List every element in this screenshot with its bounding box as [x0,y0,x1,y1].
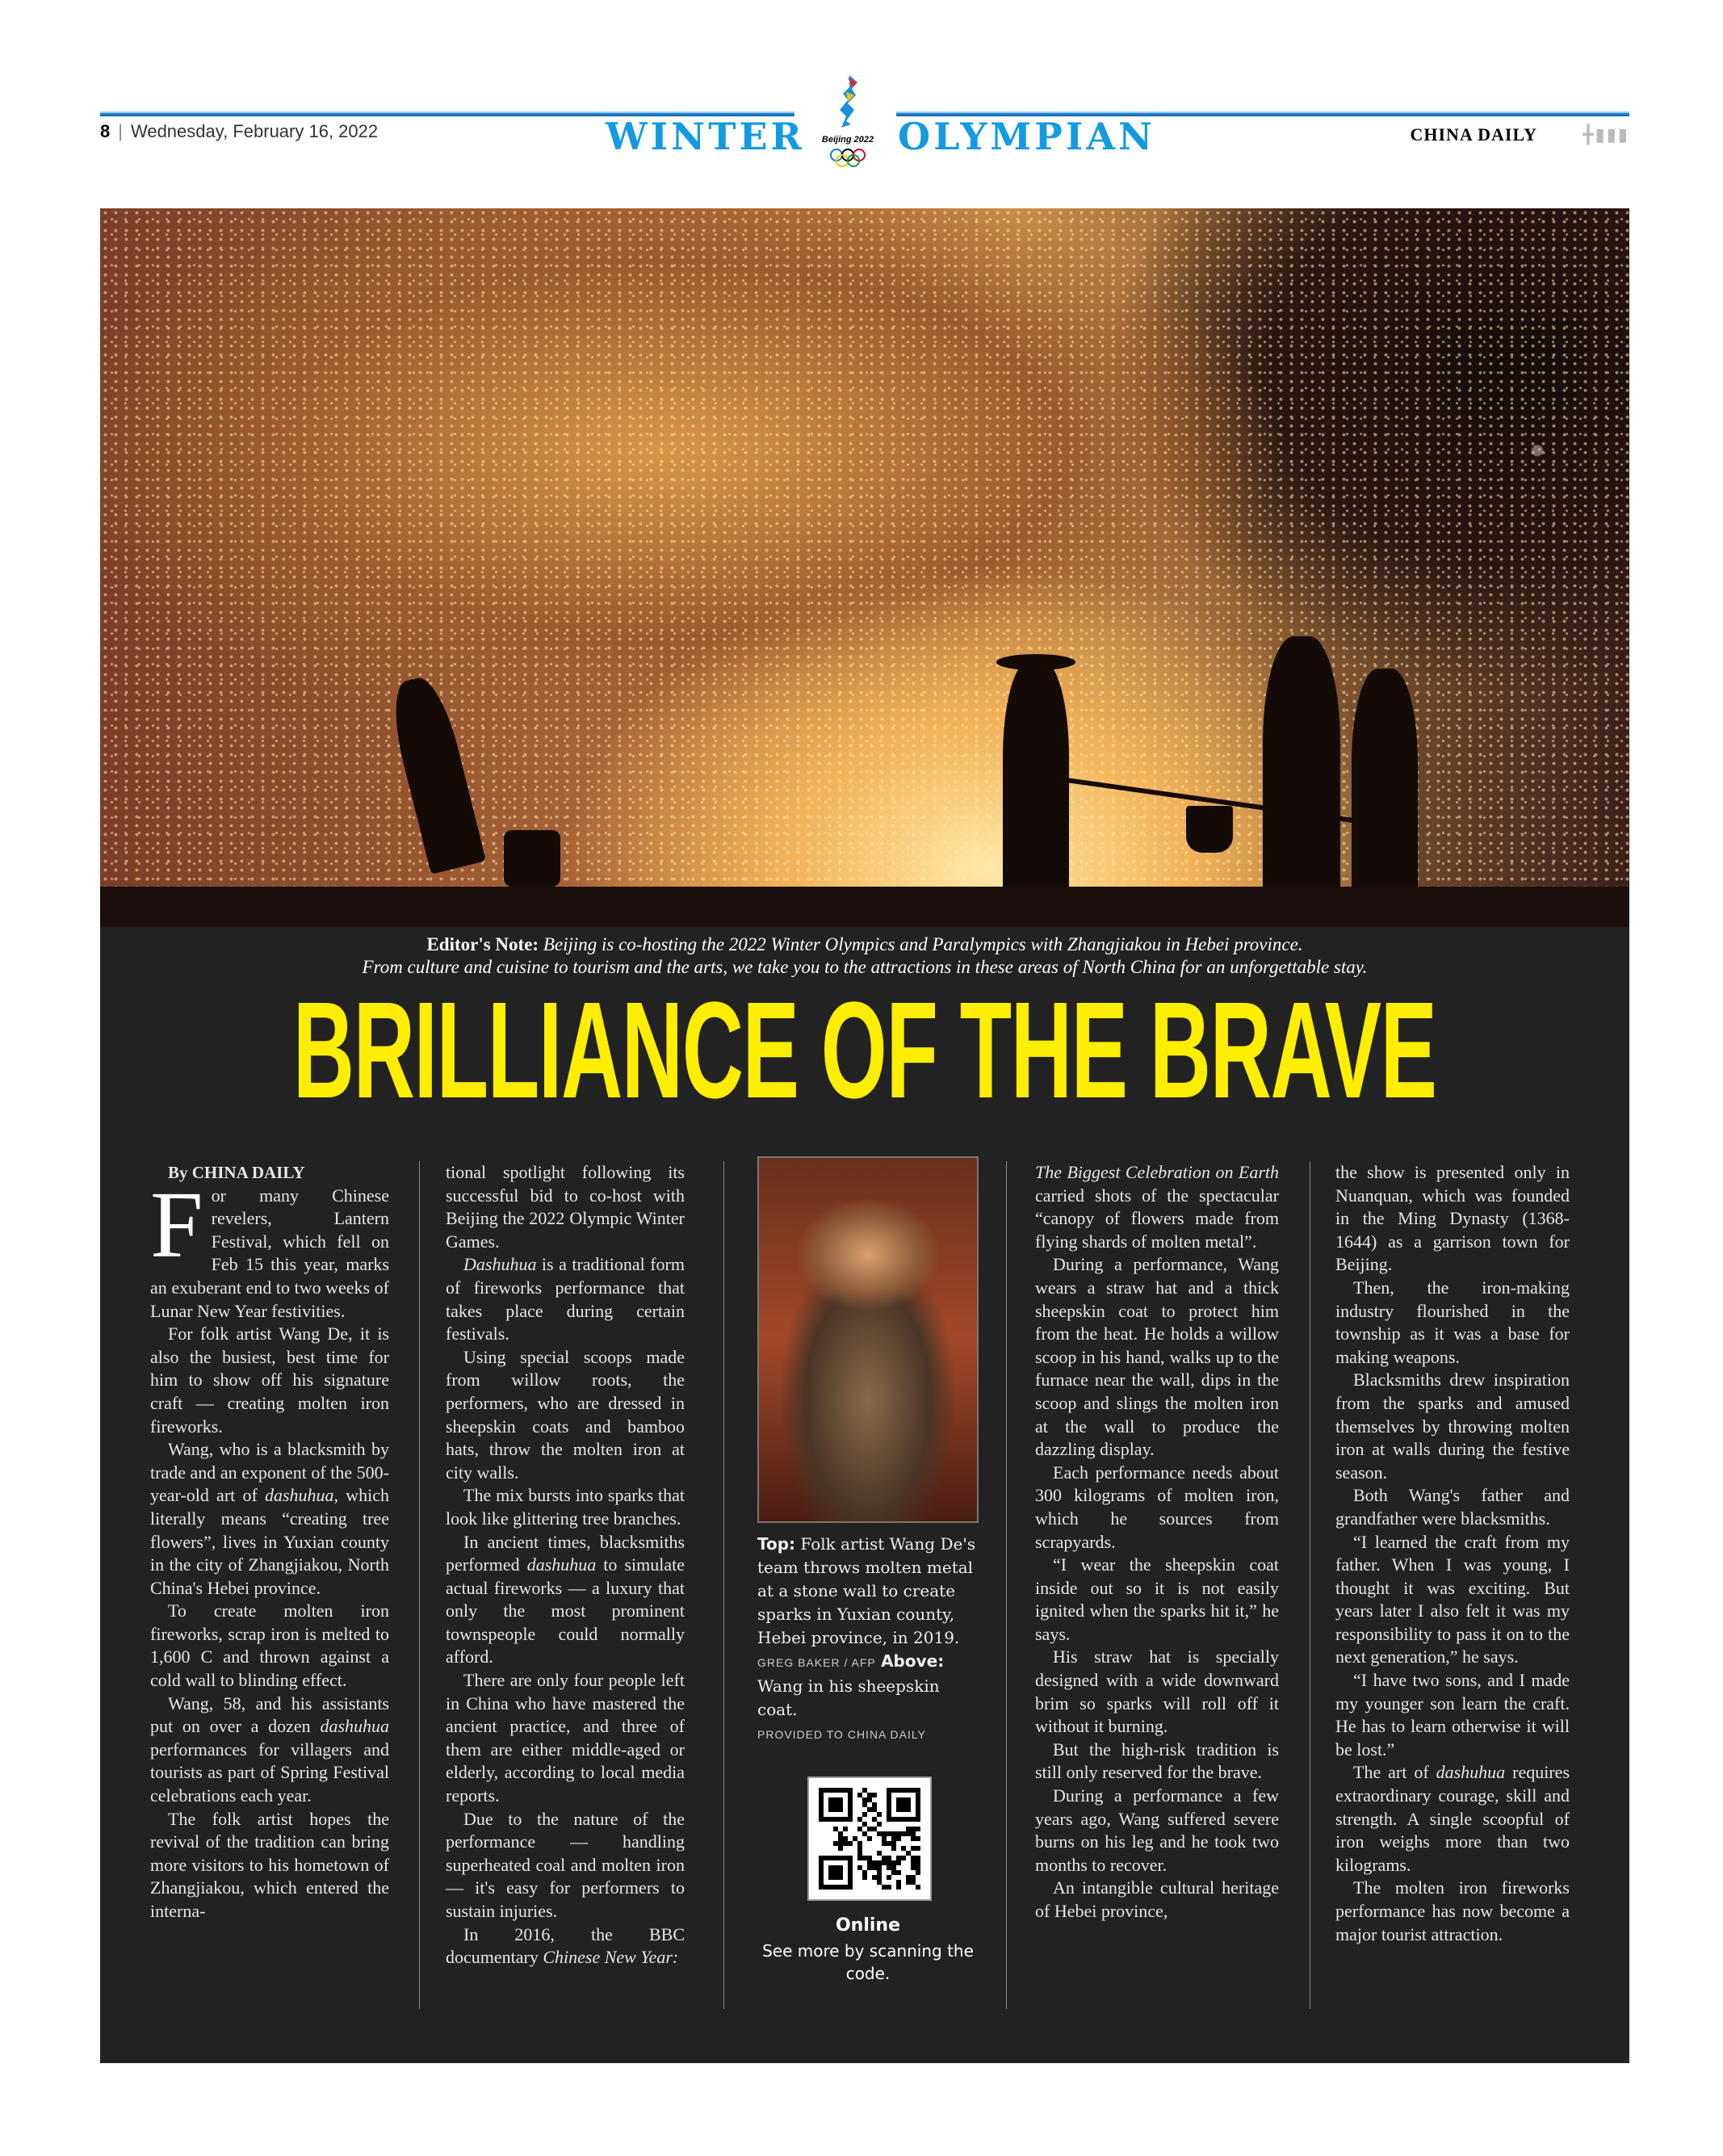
article-paragraph [446,1531,685,1670]
qr-code-pattern [819,1788,920,1890]
paragraph-text: carried shots of the spectacular “canopy of flowers made from flying shards of molten metal”. [1035,1185,1279,1252]
italic-term: dashuhua [526,1554,597,1575]
article-paragraph [1335,1277,1570,1369]
paragraph-text: “I wear the sheepskin coat inside out so it is not easily ignited when the sparks hit it,” he says. [1035,1554,1279,1644]
silhouette-bucket [1186,806,1233,853]
article-column-2 [446,1161,685,1969]
article-paragraph [1335,1161,1570,1277]
paragraph-text: to simulate actual fireworks — a luxury that only the most prominent townspeople could normally afford. [446,1554,685,1667]
paragraph-text: For folk artist Wang De, it is also the busiest, best time for him to show off his signature craft — creating molten iron fireworks. [150,1323,389,1437]
article-paragraph [150,1600,389,1692]
fireworks-photo [100,208,1629,927]
silhouette-hat [996,654,1075,670]
paragraph-text: There are only four people left in China who have mastered the ancient practice, and three of them are either middle-aged or elderly, according to local media reports. [446,1670,685,1806]
article-paragraph [1335,1669,1570,1761]
paragraph-text: During a performance a few years ago, Wang suffered severe burns on his leg and he took two months to recover. [1035,1785,1279,1875]
paragraph-text: Due to the nature of the performance — handling superheated coal and molten iron — it's easy for performers to sustain injuries. [446,1808,685,1921]
article-paragraph [446,1808,685,1923]
online-text: See more by scanning the code. [762,1941,974,1983]
article-paragraph [1035,1253,1279,1461]
article-paragraph [1335,1484,1570,1530]
paragraph-text: Blacksmiths drew inspiration from the sparks and amused themselves by throwing molten iron at walls during the festive season. [1335,1370,1570,1483]
paragraph-text: the show is presented only in Nuanquan, which was founded in the Ming Dynasty (1368-1644) as a garrison town for Beijing. [1335,1162,1570,1275]
paragraph-text: “I have two sons, and I made my younger son learn the craft. He has to learn otherwise it will be lost.” [1335,1670,1570,1760]
svg-text:Beijing 2022: Beijing 2022 [821,135,874,145]
caption-above-label: Above: [881,1651,945,1671]
article-paragraph [446,1253,685,1345]
paragraph-text: Wang, 58, and his assistants put on over a dozen [150,1693,389,1737]
paragraph-text: The folk artist hopes the revival of the tradition can bring more visitors to his hometown of Zhangjiakou, which entered the interna- [150,1808,389,1921]
online-promo [762,1912,974,1985]
portrait-photo-wang-de [757,1156,979,1523]
silhouette-person [1003,661,1069,903]
paragraph-text: , which literally means “creating tree flowers”, lives in Yuxian county in the city of Zhangjiakou, North China's Hebei province. [150,1485,389,1598]
paragraph-text: The art of [1353,1762,1436,1783]
photo-caption [757,1533,983,1747]
article-paragraph [1335,1877,1570,1946]
article-paragraph [1035,1785,1279,1877]
paragraph-text: Wang, who is a blacksmith by trade and an exponent of the 500-year-old art of [150,1439,389,1506]
beijing-2022-logo [807,71,888,172]
article-paragraph [1035,1739,1279,1785]
article-paragraph [446,1484,685,1530]
italic-term: Chinese New Year: [543,1947,679,1968]
silhouette-person [1263,636,1340,903]
ground-silhouette [100,887,1629,927]
paragraph-text: The molten iron fireworks performance has now become a major tourist attraction. [1335,1877,1570,1944]
italic-term: Dashuhua [463,1254,537,1275]
paragraph-text: In ancient times, blacksmiths performed [446,1531,685,1575]
paragraph-text: is a traditional form of fireworks performance that takes place during certain festivals. [446,1254,685,1344]
paragraph-text: Both Wang's father and grandfather were blacksmiths. [1335,1485,1570,1529]
article-paragraph [1035,1554,1279,1646]
paragraph-text: performances for villagers and tourists as part of Spring Festival celebrations each year. [150,1739,389,1806]
paragraph-text: But the high-risk tradition is still only reserved for the brave. [1035,1739,1279,1783]
paragraph-text: or many Chinese revelers, Lantern Festival, which fell on Feb 15 this year, marks an exuberant end to two weeks of Lunar New Year festivities. [150,1185,389,1321]
section-title-right: OLYMPIAN [898,115,1156,158]
article-paragraph [150,1693,389,1808]
article-paragraph [150,1438,389,1600]
article-paragraph [1035,1161,1279,1253]
editors-note [100,933,1629,979]
caption-top-text: Folk artist Wang De's team throws molten metal at a stone wall to create sparks in Yuxian county, Hebei province, in 2019. [757,1534,976,1647]
paragraph-text: His straw hat is specially designed with a wide downward brim so sparks will roll off it without it burning. [1035,1646,1279,1737]
section-title-left: WINTER [606,115,805,158]
drop-cap: F [150,1171,203,1277]
caption-above-credit: PROVIDED TO CHINA DAILY [757,1728,926,1741]
headline: BRILLIANCE OF THE BRAVE [293,974,1436,1127]
column-divider [1006,1161,1007,2009]
paragraph-text: tional spotlight following its successful bid to co-host with Beijing the 2022 Olympic Winter Games. [446,1162,685,1252]
article-paragraph [1035,1646,1279,1738]
article-column-5 [1335,1161,1570,1946]
paragraph-text: Then, the iron-making industry flourished in the township as it was a base for making weapons. [1335,1277,1570,1367]
qr-code[interactable] [807,1776,932,1901]
article-column-1 [150,1161,389,1923]
page-info: 8 | Wednesday, February 16, 2022 [100,121,379,141]
paragraph-text: “I learned the craft from my father. When I was young, I thought it was exciting. But years later I also felt it was my responsibility to pass it on to the next generation,” he says. [1335,1531,1570,1667]
article-paragraph [150,1808,389,1923]
italic-term: dashuhua [1436,1762,1506,1783]
paragraph-text: The mix bursts into sparks that look like glittering tree branches. [446,1485,685,1529]
paragraph-text: During a performance, Wang wears a straw hat and a thick sheepskin coat to protect him from the heat. He holds a willow scoop in his hand, walks up to the furnace near the wall, dips in the scoop and slings the molten iron at the wall to produce the dazzling display. [1035,1254,1279,1460]
article-paragraph [150,1323,389,1438]
paragraph-text: In 2016, the BBC documentary [446,1923,685,1968]
masthead: CHINA DAILY [1410,124,1537,145]
silhouette-furnace [504,830,560,887]
italic-term: dashuhua [264,1485,334,1506]
caption-above-text: Wang in his sheepskin coat. [757,1676,940,1719]
headline-container [100,974,1629,1127]
article-paragraph [446,1669,685,1808]
article-paragraph [446,1346,685,1485]
article-paragraph [446,1923,685,1969]
article-paragraph [1335,1369,1570,1484]
italic-term: dashuhua [320,1716,389,1737]
column-divider [723,1161,724,2009]
editors-note-line1: Beijing is co-hosting the 2022 Winter Olympics and Paralympics with Zhangjiakou in Hebei province. [543,934,1303,954]
page-number: 8 [100,121,111,141]
caption-top-credit: GREG BAKER / AFP [757,1656,876,1669]
article-column-4 [1035,1161,1279,1923]
caption-top-label: Top: [757,1534,796,1554]
paragraph-text: requires extraordinary courage, skill and strength. A single scoopful of iron weighs more than two kilograms. [1335,1762,1570,1875]
issue-date: Wednesday, February 16, 2022 [130,121,379,141]
paragraph-text: Using special scoops made from willow roots, the performers, who are dressed in sheepskin coats and bamboo hats, throw the molten iron at city walls. [446,1346,685,1483]
article-paragraph [1335,1761,1570,1877]
online-title: Online [835,1915,901,1936]
paragraph-text: Each performance needs about 300 kilograms of molten iron, which he sources from scrapyards. [1035,1462,1279,1552]
article-paragraph [1335,1531,1570,1670]
feature-panel [100,208,1629,2063]
article-paragraph [446,1161,685,1253]
italic-term: The Biggest Celebration on Earth [1035,1162,1279,1182]
silhouette-person [1352,669,1418,903]
paragraph-text: To create molten iron fireworks, scrap iron is melted to 1,600 C and thrown against a cold wall to blinding effect. [150,1600,389,1691]
article-paragraph [1035,1877,1279,1923]
paragraph-text: An intangible cultural heritage of Hebei province, [1035,1877,1279,1921]
editors-note-label: Editor's Note: [426,934,539,954]
editors-note-line2: From culture and cuisine to tourism and the arts, we take you to the attractions in these areas of North China for an unforgettable stay. [362,957,1368,977]
byline: By CHINA DAILY [168,1163,305,1182]
article-paragraph [1035,1462,1279,1554]
masthead-ornament-icon: ╋▮▮▮ [1583,124,1629,145]
column-divider [419,1161,420,2009]
